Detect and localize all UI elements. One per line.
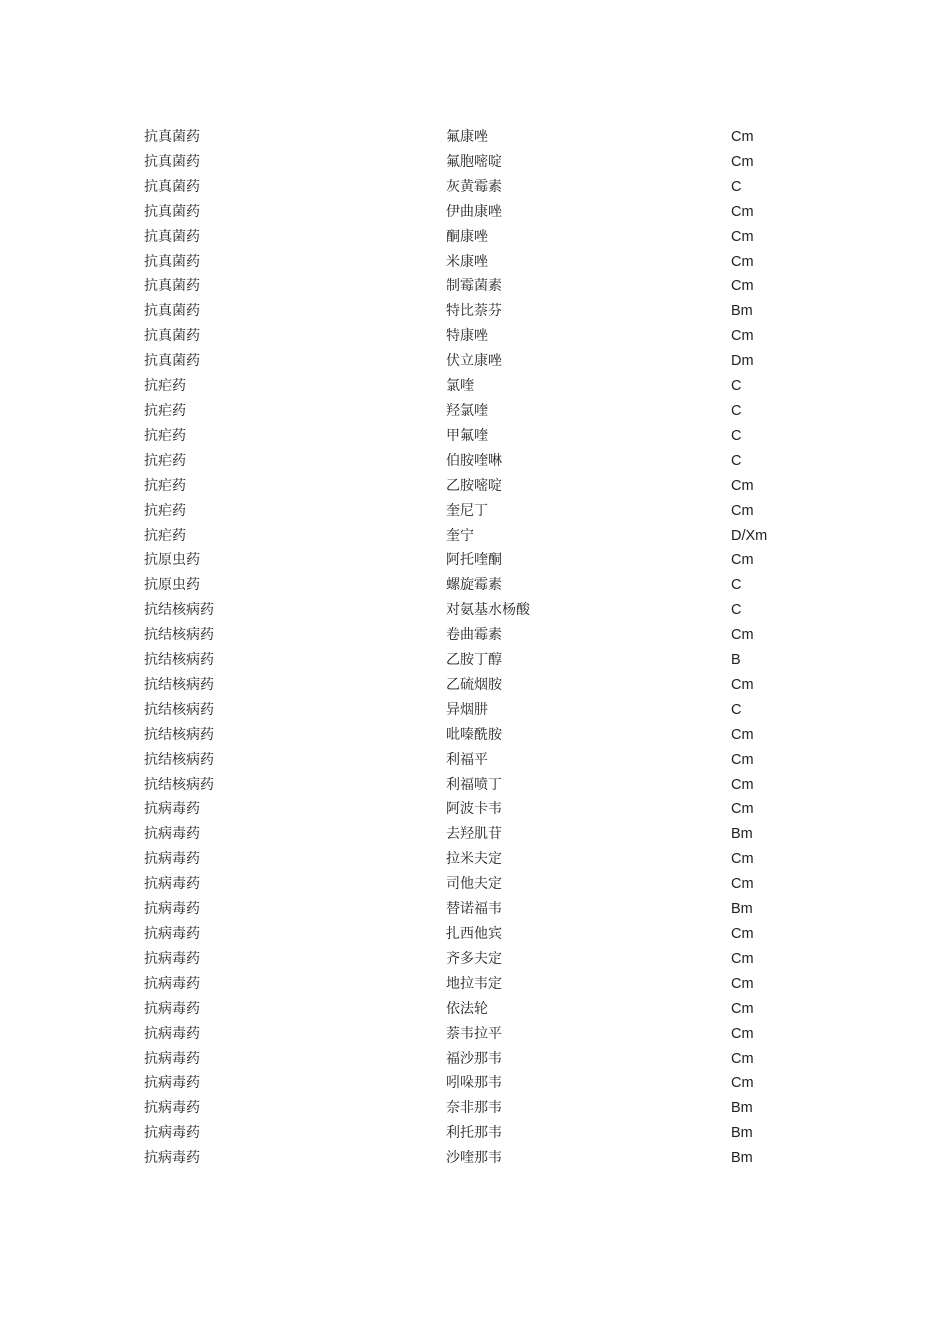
drug-name-cell: 异烟肼 — [446, 701, 488, 718]
drug-name-cell: 对氨基水杨酸 — [446, 602, 530, 619]
drug-name-cell: 灰黄霉素 — [446, 178, 502, 195]
drug-category-cell: 抗结核病药 — [144, 701, 214, 718]
drug-category-cell: 抗病毒药 — [144, 801, 200, 818]
pregnancy-category-cell: Cm — [731, 502, 754, 519]
table-row — [144, 548, 767, 573]
pregnancy-category-cell: C — [731, 701, 742, 718]
drug-category-cell: 抗疟药 — [144, 477, 186, 494]
pregnancy-category-cell: B — [731, 652, 741, 669]
table-row — [144, 449, 767, 474]
drug-name-cell: 去羟肌苷 — [446, 826, 502, 843]
drug-category-cell: 抗真菌药 — [144, 178, 200, 195]
drug-category-cell: 抗病毒药 — [144, 1125, 200, 1142]
drug-name-cell: 吡嗪酰胺 — [446, 726, 502, 743]
table-row — [144, 598, 767, 623]
drug-name-cell: 乙胺嘧啶 — [446, 477, 502, 494]
drug-name-cell: 甲氟喹 — [446, 427, 488, 444]
drug-category-cell: 抗真菌药 — [144, 153, 200, 170]
pregnancy-category-cell: Cm — [731, 975, 754, 992]
pregnancy-category-cell: C — [731, 378, 742, 395]
drug-name-cell: 羟氯喹 — [446, 402, 488, 419]
drug-category-cell: 抗结核病药 — [144, 602, 214, 619]
table-row — [144, 200, 767, 225]
drug-name-cell: 吲哚那韦 — [446, 1075, 502, 1092]
drug-category-table — [144, 125, 767, 1171]
drug-category-cell: 抗真菌药 — [144, 203, 200, 220]
table-row — [144, 299, 767, 324]
drug-category-cell: 抗病毒药 — [144, 851, 200, 868]
drug-category-cell: 抗结核病药 — [144, 751, 214, 768]
table-row — [144, 1096, 767, 1121]
pregnancy-category-cell: Cm — [731, 776, 754, 793]
drug-category-cell: 抗真菌药 — [144, 328, 200, 345]
drug-category-cell: 抗病毒药 — [144, 975, 200, 992]
drug-category-cell: 抗真菌药 — [144, 253, 200, 270]
drug-name-cell: 阿波卡韦 — [446, 801, 502, 818]
pregnancy-category-cell: Cm — [731, 228, 754, 245]
pregnancy-category-cell: C — [731, 602, 742, 619]
table-row — [144, 1146, 767, 1171]
pregnancy-category-cell: Cm — [731, 1050, 754, 1067]
drug-name-cell: 伊曲康唑 — [446, 203, 502, 220]
drug-category-cell: 抗结核病药 — [144, 676, 214, 693]
pregnancy-category-cell: Dm — [731, 353, 754, 370]
drug-name-cell: 特比萘芬 — [446, 303, 502, 320]
drug-name-cell: 阿托喹酮 — [446, 552, 502, 569]
drug-category-cell: 抗结核病药 — [144, 726, 214, 743]
pregnancy-category-cell: Cm — [731, 801, 754, 818]
pregnancy-category-cell: D/Xm — [731, 527, 768, 544]
pregnancy-category-cell: Cm — [731, 1075, 754, 1092]
table-row — [144, 250, 767, 275]
drug-category-cell: 抗疟药 — [144, 402, 186, 419]
table-row — [144, 922, 767, 947]
drug-name-cell: 伯胺喹啉 — [446, 452, 502, 469]
table-row — [144, 797, 767, 822]
table-row — [144, 1047, 767, 1072]
drug-category-cell: 抗病毒药 — [144, 1000, 200, 1017]
pregnancy-category-cell: Cm — [731, 278, 754, 295]
drug-name-cell: 卷曲霉素 — [446, 627, 502, 644]
pregnancy-category-cell: Cm — [731, 253, 754, 270]
drug-category-cell: 抗病毒药 — [144, 926, 200, 942]
pregnancy-category-cell: Bm — [731, 901, 753, 918]
drug-category-cell: 抗原虫药 — [144, 577, 200, 594]
drug-category-cell: 抗真菌药 — [144, 278, 200, 295]
pregnancy-category-cell: Cm — [731, 676, 754, 693]
drug-category-cell: 抗病毒药 — [144, 1100, 200, 1117]
table-row — [144, 324, 767, 349]
drug-category-cell: 抗病毒药 — [144, 826, 200, 843]
table-row — [144, 399, 767, 424]
drug-name-cell: 奈非那韦 — [446, 1100, 502, 1117]
pregnancy-category-cell: Cm — [731, 1000, 754, 1017]
pregnancy-category-cell: Bm — [731, 826, 753, 843]
table-row — [144, 524, 767, 549]
drug-name-cell: 氟胞嘧啶 — [446, 153, 502, 170]
pregnancy-category-cell: C — [731, 452, 742, 469]
pregnancy-category-cell: Cm — [731, 1025, 754, 1042]
table-row — [144, 947, 767, 972]
pregnancy-category-cell: Cm — [731, 552, 754, 569]
pregnancy-category-cell: Cm — [731, 751, 754, 768]
pregnancy-category-cell: Cm — [731, 328, 754, 345]
table-row — [144, 150, 767, 175]
pregnancy-category-cell: Cm — [731, 627, 754, 644]
table-row — [144, 698, 767, 723]
table-row — [144, 175, 767, 200]
table-row — [144, 424, 767, 449]
table-row — [144, 897, 767, 922]
drug-category-cell: 抗疟药 — [144, 427, 186, 444]
drug-category-cell: 抗真菌药 — [144, 353, 200, 370]
drug-category-cell: 抗疟药 — [144, 452, 186, 469]
pregnancy-category-cell: Cm — [731, 926, 754, 942]
drug-name-cell: 沙喹那韦 — [446, 1150, 502, 1167]
drug-category-cell: 抗结核病药 — [144, 776, 214, 793]
drug-category-cell: 抗病毒药 — [144, 1050, 200, 1067]
drug-category-cell: 抗病毒药 — [144, 901, 200, 918]
table-row — [144, 997, 767, 1022]
drug-name-cell: 伏立康唑 — [446, 353, 502, 370]
drug-name-cell: 齐多夫定 — [446, 950, 502, 967]
table-row — [144, 822, 767, 847]
drug-category-cell: 抗病毒药 — [144, 1075, 200, 1092]
drug-category-cell: 抗疟药 — [144, 527, 186, 544]
pregnancy-category-cell: Cm — [731, 950, 754, 967]
drug-name-cell: 利福喷丁 — [446, 776, 502, 793]
drug-name-cell: 奎尼丁 — [446, 502, 488, 519]
pregnancy-category-cell: Bm — [731, 1150, 753, 1167]
drug-name-cell: 福沙那韦 — [446, 1050, 502, 1067]
pregnancy-category-cell: Bm — [731, 1125, 753, 1142]
drug-category-cell: 抗真菌药 — [144, 129, 200, 145]
table-row — [144, 1022, 767, 1047]
pregnancy-category-cell: Bm — [731, 1100, 753, 1117]
pregnancy-category-cell: Cm — [731, 153, 754, 170]
pregnancy-category-cell: C — [731, 402, 742, 419]
drug-name-cell: 拉米夫定 — [446, 851, 502, 868]
table-row — [144, 349, 767, 374]
drug-name-cell: 萘韦拉平 — [446, 1025, 502, 1042]
drug-name-cell: 酮康唑 — [446, 228, 488, 245]
drug-name-cell: 特康唑 — [446, 328, 488, 345]
table-row — [144, 673, 767, 698]
drug-name-cell: 地拉韦定 — [446, 975, 502, 992]
table-row — [144, 1121, 767, 1146]
drug-category-cell: 抗结核病药 — [144, 627, 214, 644]
drug-category-cell: 抗病毒药 — [144, 1150, 200, 1167]
table-row — [144, 723, 767, 748]
drug-category-cell: 抗原虫药 — [144, 552, 200, 569]
pregnancy-category-cell: Cm — [731, 477, 754, 494]
drug-name-cell: 利福平 — [446, 751, 488, 768]
table-row — [144, 872, 767, 897]
pregnancy-category-cell: C — [731, 427, 742, 444]
table-row — [144, 773, 767, 798]
table-row — [144, 1071, 767, 1096]
table-row — [144, 648, 767, 673]
table-row — [144, 125, 767, 150]
pregnancy-category-cell: Bm — [731, 303, 753, 320]
table-row — [144, 225, 767, 250]
table-row — [144, 499, 767, 524]
drug-name-cell: 依法轮 — [446, 1000, 488, 1017]
drug-name-cell: 氯喹 — [446, 378, 474, 395]
pregnancy-category-cell: C — [731, 577, 742, 594]
table-body — [144, 125, 767, 1171]
drug-name-cell: 氟康唑 — [446, 129, 488, 145]
table-row — [144, 374, 767, 399]
drug-category-cell: 抗真菌药 — [144, 303, 200, 320]
drug-category-cell: 抗病毒药 — [144, 1025, 200, 1042]
drug-category-cell: 抗疟药 — [144, 502, 186, 519]
drug-category-cell: 抗病毒药 — [144, 950, 200, 967]
drug-name-cell: 乙胺丁醇 — [446, 652, 502, 669]
drug-name-cell: 利托那韦 — [446, 1125, 502, 1142]
table-row — [144, 573, 767, 598]
table-row — [144, 748, 767, 773]
drug-name-cell: 米康唑 — [446, 253, 488, 270]
pregnancy-category-cell: Cm — [731, 129, 754, 145]
pregnancy-category-cell: Cm — [731, 851, 754, 868]
pregnancy-category-cell: C — [731, 178, 742, 195]
drug-name-cell: 奎宁 — [446, 527, 474, 544]
drug-name-cell: 螺旋霉素 — [446, 577, 502, 594]
drug-name-cell: 乙硫烟胺 — [446, 676, 502, 693]
table-row — [144, 972, 767, 997]
table-row — [144, 274, 767, 299]
drug-name-cell: 司他夫定 — [446, 876, 502, 893]
pregnancy-category-cell: Cm — [731, 203, 754, 220]
table-row — [144, 847, 767, 872]
table-row — [144, 474, 767, 499]
drug-name-cell: 扎西他宾 — [446, 926, 502, 942]
drug-category-cell: 抗结核病药 — [144, 652, 214, 669]
pregnancy-category-cell: Cm — [731, 876, 754, 893]
drug-name-cell: 替诺福韦 — [446, 901, 502, 918]
table-row — [144, 623, 767, 648]
pregnancy-category-cell: Cm — [731, 726, 754, 743]
drug-category-cell: 抗疟药 — [144, 378, 186, 395]
drug-category-cell: 抗真菌药 — [144, 228, 200, 245]
drug-name-cell: 制霉菌素 — [446, 278, 502, 295]
drug-category-cell: 抗病毒药 — [144, 876, 200, 893]
